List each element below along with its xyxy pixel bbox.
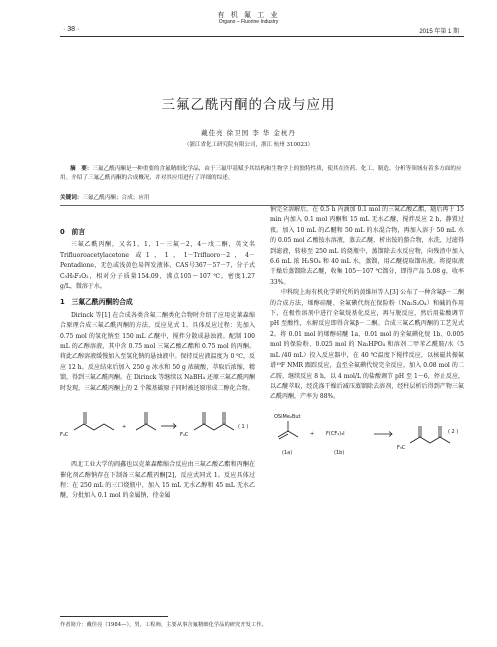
scheme-2-plus: + [310,430,315,437]
left-column [60,222,255,502]
scheme-2-cf3i: F(CF₂)₃I [326,430,345,437]
page-number: · 38 · [63,26,80,33]
issue-label: 2015 年第 1 期 [419,29,459,35]
right-paragraph-2: 中科院上海有机化学研究所的黄维垣等人[3] 公布了一种含氟β－二酮的合成方法，烯醇硅醚、全氟碘代烷在保险粉（Na₂S₂O₄）和碱的作用下，在极性溶剂中进行全氟烷基化反应，再与脱反应，然后用盐酸调节 pH 至酸性，水解反应即得含氟β－二酮。合成三氟乙酰丙酮的工艺见式 2。将 0.01 mol 的烯醇硅醚 1a、0.01 mol 的全氟碘化烷 1b、0.005 mol 的保险粉、0.025 mol 的 Na₂HPO₄ 和溶剂二甲苯乙酰胺/水（5 mL /40 mL）投入反应器中，在 40 ℃温度下搅拌反应，以核磁共振氟谱¹⁹F NMR 跟踪反应，直至全氟碘代烷完全反应。加入 0.08 mol 的二乙胺，继续反应 8 h，以 4 mol/L 的盐酸调节 pH 至 1～6，停止反应，以乙醚萃取，经洗涤干燥后减压蒸馏除去溶剂，经柱层析后得到产物三氟乙酰丙酮，产率为 88%。 [270,289,464,401]
scheme-2-f3c: F₃C [397,444,406,451]
reaction-scheme-1 [60,398,255,456]
scheme-1-drawing [60,398,255,448]
right-column [270,205,464,469]
keywords [60,193,150,201]
journal-name-en: Organo – Fluorine Industry [218,19,279,25]
keywords-label: 关键词： [60,195,83,201]
scheme-2-label-1a: (1a) [282,449,293,456]
keywords-text: 三氟乙酰丙酮；合成；应用 [82,195,150,201]
right-paragraph-1: 钠完全溶解后，在 0.5 h 内滴加 0.1 mol 的三氟乙酸乙酯，随后再于 15 min 内加入 0.1 mol 丙酮和 15 mL 无水乙醚，搅拌反应 2 h，静置过夜。加入 10 mL 的乙醚和 50 mL 的水混合物，再加入溶于 50 mL 水的 0.05 mol 乙酸铵水溶液，蒸去乙醚，析出铵的螯合物，水洗，过滤得到滤液，转移至 250 mL 的烧瓶中，蒸馏除去水反应物，向残渣中加入 6.6 mL 浓 H₂SO₄ 和 40 mL 水，蒸馏，用乙醚提取馏出液。将提取液干燥后蒸馏除去乙醚，收集 105～107 ℃馏分，即得产品 5.08 g，收率 33%。 [270,206,464,286]
abstract [60,165,464,183]
synthesis-paragraph-2: 西北工业大学的阎鑫也以克莱森酯缩合反应由三氟乙酸乙酯和丙酮在催化剂乙醇钠存在下制备三氟乙酰丙酮[2]，反应式同式 1。反应具体过程：在 250 mL 的三口烧瓶中，加入 15 mL 无水乙醇和 45 mL 无水乙醚，分批加入 0.1 mol 的金属钠，待金属 [60,461,255,500]
scheme-1-f3c-left: F₃C [60,432,69,439]
scheme-2-label: ( 2 ) [448,428,459,435]
scheme-2-label-1b: (1b) [334,449,345,456]
author-footnote: 作者简介：戴佳亮（1984—），男，工程师，主要从事含氟精细化学品的研究开发工作。 [60,622,267,628]
scheme-1-f3c-right: F₃C [180,432,189,439]
intro-paragraph: 三氟乙酰丙酮，又名1，1，1－三氟－2，4－戊二酮，英文名 Trifluoroacetylacetone 或1，1，1－Trifluoro－2，4－Pentadione，无色或浅黄色易挥发液体，CAS号367－57－7，分子式 C₅H₅F₃O₂，相对分子质量154.09，沸点105～107 ℃，密度1.27 g/L，微溶于水。 [60,241,255,291]
journal-name: 有 机 氟 工 业 [217,11,280,19]
abstract-text: 三氟乙酰丙酮是一种重要的含氟精细化学品，由于三氟甲基赋予其结构和生物学上的独特性质，使其在医药、化工、制造、分析等领域有着多方面的应用。介绍了三氟乙酰丙酮的合成概况，并对其应用进行了详细的综述。 [60,166,462,181]
footnote-rule [60,616,168,617]
section-title-intro: 0 前言 [60,228,86,236]
scheme-2-drawing [270,407,464,463]
synthesis-paragraph-1: Dirinck 等[1] 在合成各类含氟二酮类化合物时介绍了应用克莱森缩合原理合成三氟乙酰丙酮的方法，反应见式 1。具体反应过程：先加入 0.75 mol 的氢化钠至 150 mL 乙醚中，搅拌分散成悬浊液。配制 100 mL 的乙醇溶液，其中含 0.75 mol 三氟乙酸乙酯和 0.75 mol 的丙酮。将此乙醇溶液缓慢加入至氢化钠的悬浊液中。保持反应液温度为 0 ℃，反应 12 h。反应结束后加入 250 g 冰水和 50 g 浓硫酸，萃取后浓缩，精馏，得到三氟乙酰丙酮。在 Dirinck 等继续以 NaBH₄ 还原三氟乙酰丙酮时发现，三氟乙酰丙酮上的 2 个羰基碳原子同时被还原形成二醇化合物。 [60,311,255,392]
abstract-label: 摘 要： [70,166,93,172]
article-title: 三氟乙酰丙酮的合成与应用 [161,97,336,113]
reaction-scheme-2 [270,407,464,465]
scheme-1-label: ( 1 ) [238,424,249,431]
scheme-2-osime3bu: OSiMe₂But [274,413,301,420]
scheme-1-plus: + [122,424,127,431]
section-title-synthesis: 1 三氟乙酰丙酮的合成 [60,298,133,307]
article-authors: 戴佳亮 徐卫国 李 华 金杭丹 [201,129,296,137]
article-affiliation: （浙江省化工研究院有限公司，浙江 杭州 310023） [184,142,313,148]
header-rule [60,36,464,37]
